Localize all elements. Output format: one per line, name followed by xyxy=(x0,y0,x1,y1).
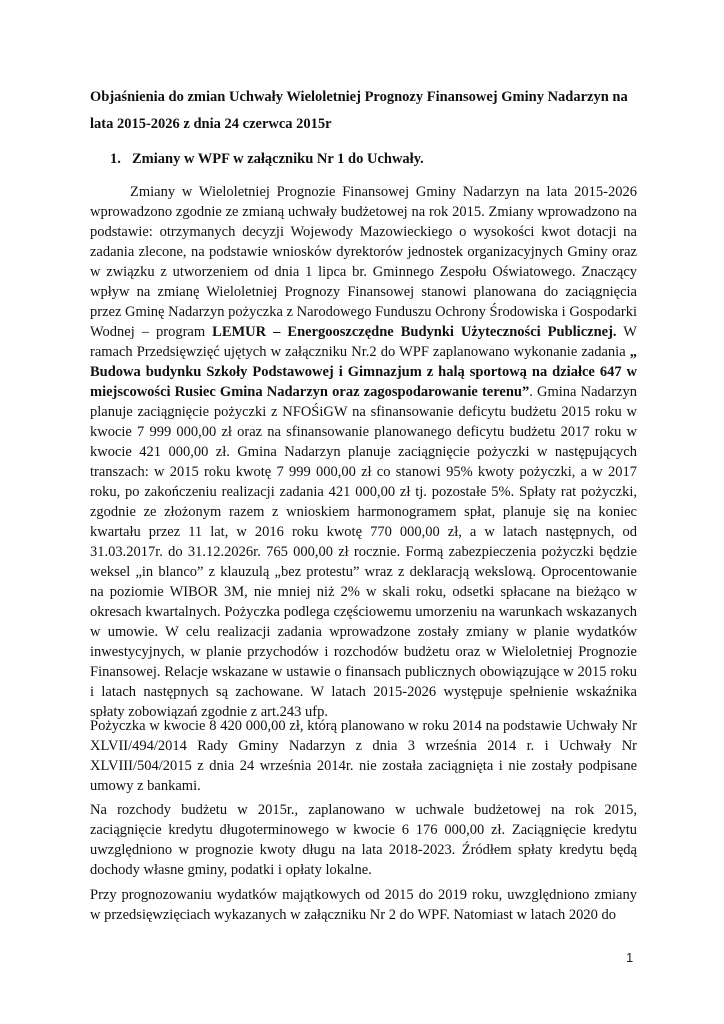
section-heading-text: Zmiany w WPF w załączniku Nr 1 do Uchwały. xyxy=(132,151,424,167)
paragraph-changes-overview xyxy=(90,182,637,722)
document-title: Objaśnienia do zmian Uchwały Wieloletniej Prognozy Finansowej Gminy Nadarzyn na lata 2015-2026 z dnia 24 czerwca 2015r xyxy=(90,89,628,132)
paragraph-outgoings-2015: Na rozchody budżetu w 2015r., zaplanowano w uchwale budżetowej na rok 2015, zaciągnięcie kredytu długoterminowego w kwocie 6 176 000,00 zł. Zaciągnięcie kredytu uwzględniono w prognozie kwoty długu na lata 2018-2023. Źródłem spłaty kredytu będą dochody własne gminy, podatki i opłaty lokalne. xyxy=(90,802,637,878)
paragraph-text: Zmiany w Wieloletniej Prognozie Finansowej Gminy Nadarzyn na lata 2015-2026 wprowadzono zgodnie ze zmianą uchwały budżetowej na rok 2015. Zmiany wprowadzono na podstawie: otrzymanych decyzji Wojewody Mazowieckiego o wysokości kwot dotacji na zadania zlecone, na podstawie wniosków dyrektorów jednostek organizacyjnych Gminy oraz w związku z utworzeniem od dnia 1 lipca br. Gminnego Zespołu Oświatowego. Znaczący wpływ na zmianę Wieloletniej Prognozy Finansowej stanowi planowana do zaciągnięcia przez Gminę Nadarzyn pożyczka z Narodowego Funduszu Ochrony Środowiska i Gospodarki Wodnej – program xyxy=(90,184,637,340)
paragraph-loan-2014: Pożyczka w kwocie 8 420 000,00 zł, którą planowano w roku 2014 na podstawie Uchwały Nr XLVII/494/2014 Rady Gminy Nadarzyn z dnia 3 września 2014 r. i Uchwały Nr XLVIII/504/2015 z dnia 24 września 2014r. nie została zaciągnięta i nie zostały podpisane umowy z bankami. xyxy=(90,718,637,794)
paragraph-text: . Gmina Nadarzyn planuje zaciągnięcie pożyczki z NFOŚiGW na sfinansowanie deficytu budżetu 2015 roku w kwocie 7 999 000,00 zł oraz na sfinansowanie planowanego deficytu budżetu 2017 roku w kwocie 421 000,00 zł. Gmina Nadarzyn planuje zaciągnięcie pożyczki w następujących transzach: w 2015 roku kwotę 7 999 000,00 zł co stanowi 95% kwoty pożyczki, a w 2017 roku, po zakończeniu realizacji zadania 421 000,00 zł tj. pozostałe 5%. Spłaty rat pożyczki, zgodnie ze złożonym razem z wnioskiem harmonogramem spłat, planuje się na koniec kwartału przez 11 lat, w 2016 roku kwotę 770 000,00 zł, a w latach następnych, od 31.03.2017r. do 31.12.2026r. 765 000,00 zł rocznie. Formą zabezpieczenia pożyczki będzie weksel „in blanco” z klauzulą „bez protestu” wraz z deklaracją wekslową. Oprocentowanie na poziomie WIBOR 3M, nie mniej niż 2% w skali roku, odsetki spłacane na bieżąco w okresach kwartalnych. Pożyczka podlega częściowemu umorzeniu na warunkach wskazanych w umowie. W celu realizacji zadania wprowadzone zostały zmiany w planie wydatków inwestycyjnych, w planie przychodów i rozchodów budżetu oraz w Wieloletniej Prognozie Finansowej. Relacje wskazane w ustawie o finansach publicznych obowiązujące w 2015 roku i latach następnych są zachowane. W latach 2015-2026 występuje spełnienie wskaźnika spłaty zobowiązań zgodnie z art.243 ufp. xyxy=(90,384,637,720)
section-number: 1. xyxy=(110,151,121,167)
program-name: LEMUR – Energooszczędne Budynki Użyteczności Publicznej. xyxy=(212,324,617,340)
paragraph-text: W ramach Przedsięwzięć ujętych w załączniku Nr.2 do WPF zaplanowano wykonanie zadania xyxy=(90,324,637,360)
project-name: „ Budowa budynku Szkoły Podstawowej i Gimnazjum z halą sportową na działce 647 w miejscowości Rusiec Gmina Nadarzyn oraz zagospodarowanie terenu” xyxy=(90,344,637,400)
section-heading xyxy=(110,149,630,169)
paragraph-capital-expenditure: Przy prognozowaniu wydatków majątkowych od 2015 do 2019 roku, uwzględniono zmiany w przedsięwzięciach wykazanych w załączniku Nr 2 do WPF. Natomiast w latach 2020 do xyxy=(90,887,637,923)
page-number: 1 xyxy=(626,950,634,965)
